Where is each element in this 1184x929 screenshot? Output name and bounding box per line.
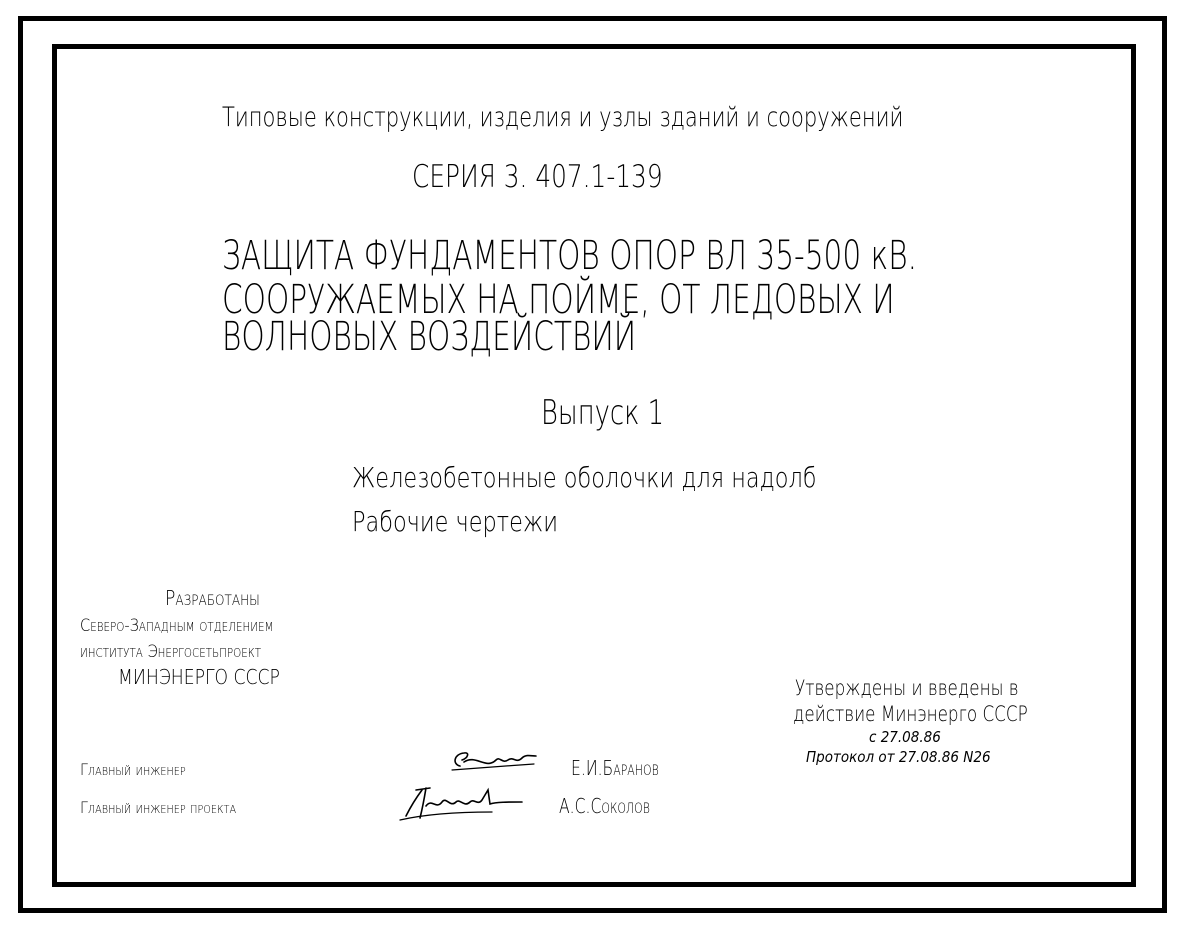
title-line-1: ЗАЩИТА ФУНДАМЕНТОВ ОПОР ВЛ 35-500 кВ. [222, 233, 917, 279]
document-header: Типовые конструкции, изделия и узлы зданий и сооружений [222, 102, 904, 133]
subtitle-line-2: Рабочие чертежи [352, 505, 558, 538]
chief-engineer-signature [446, 744, 542, 780]
developer-line-2: института Энергосетьпроект [80, 642, 262, 662]
chief-project-engineer-signature [396, 780, 526, 826]
developer-line-3: МИНЭНЕРГО СССР [118, 665, 280, 689]
chief-engineer-name: Е.И.Баранов [571, 756, 659, 780]
series-number: СЕРИЯ 3. 407.1-139 [412, 159, 663, 195]
chief-project-engineer-name: А.С.Соколов [559, 794, 650, 818]
subtitle-line-1: Железобетонные оболочки для надолб [352, 461, 817, 494]
developer-line-1: Северо-Западным отделением [80, 616, 274, 636]
approval-protocol: Протокол от 27.08.86 N26 [806, 748, 991, 766]
title-line-3: ВОЛНОВЫХ ВОЗДЕЙСТВИЙ [222, 314, 637, 360]
approval-line-2: действие Минэнерго СССР [793, 702, 1028, 726]
approval-date: с 27.08.86 [869, 728, 941, 746]
issue-label: Выпуск 1 [541, 393, 665, 433]
chief-engineer-role: Главный инженер [80, 760, 186, 779]
chief-project-engineer-role: Главный инженер проекта [80, 798, 237, 817]
approval-line-1: Утверждены и введены в [795, 676, 1019, 700]
title-line-2: СООРУЖАЕМЫХ НА ПОЙМЕ, ОТ ЛЕДОВЫХ И [222, 277, 895, 323]
developer-heading: Разработаны [165, 586, 260, 610]
